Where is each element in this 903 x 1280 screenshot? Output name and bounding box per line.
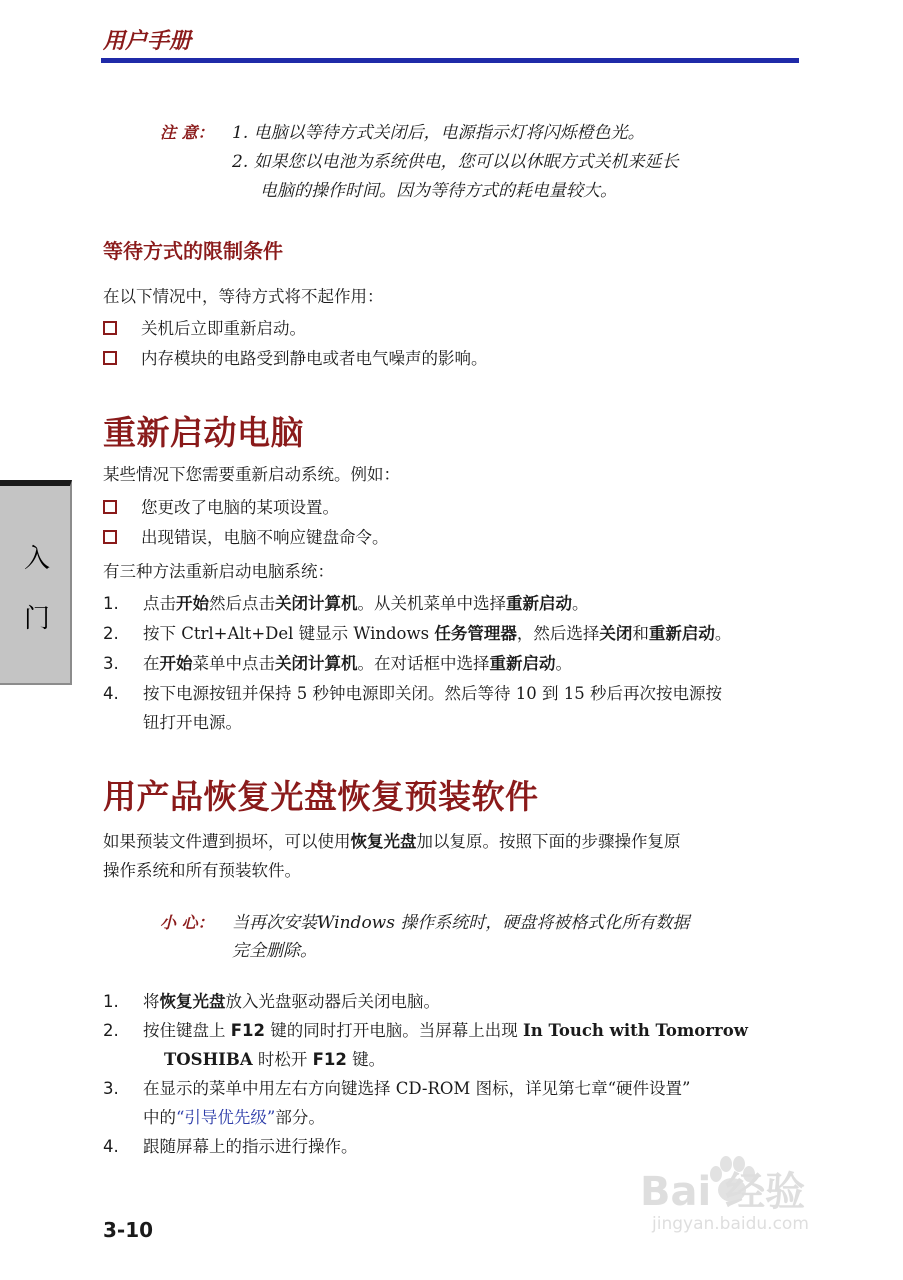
checkbox-bullet-icon bbox=[103, 530, 117, 544]
side-tab-char: 门 bbox=[24, 604, 51, 634]
list-item: 内存模块的电路受到静电或者电气噪声的影响。 bbox=[103, 345, 488, 369]
watermark-url: jingyan.baidu.com bbox=[652, 1214, 809, 1234]
side-tab-char: 入 bbox=[24, 544, 51, 574]
baidu-watermark bbox=[640, 1150, 860, 1245]
boot-priority-link[interactable]: “引导优先级” bbox=[176, 1108, 276, 1127]
note-block bbox=[160, 118, 780, 208]
checkbox-bullet-icon bbox=[103, 500, 117, 514]
recovery-heading: 用产品恢复光盘恢复预装软件 bbox=[103, 777, 539, 816]
recovery-intro: 如果预装文件遭到损坏，可以使用恢复光盘加以复原。按照下面的步骤操作复原 bbox=[103, 832, 681, 851]
page-number: 3-10 bbox=[103, 1218, 154, 1242]
caution-line: 完全删除。 bbox=[232, 941, 317, 961]
list-item: 您更改了电脑的某项设置。 bbox=[103, 494, 339, 518]
recovery-step: 2. 按住键盘上 F12 键的同时打开电脑。当屏幕上出现 In Touch with Tomorrow bbox=[103, 1021, 748, 1040]
watermark-brand: Bai 经验 bbox=[640, 1169, 806, 1215]
header-rule bbox=[101, 58, 799, 63]
restart-step: 4. 按下电源按钮并保持 5 秒钟电源即关闭。然后等待 10 到 15 秒后再次按电源按 bbox=[103, 684, 722, 703]
recovery-step: 1. 将恢复光盘放入光盘驱动器后关闭电脑。 bbox=[103, 992, 440, 1011]
standby-limits-heading: 等待方式的限制条件 bbox=[103, 239, 283, 263]
checkbox-bullet-icon bbox=[103, 321, 117, 335]
restart-step-continuation: 钮打开电源。 bbox=[143, 713, 242, 732]
standby-limits-intro: 在以下情况中，等待方式将不起作用： bbox=[103, 287, 384, 306]
recovery-step-continuation: 中的“引导优先级”部分。 bbox=[143, 1108, 325, 1127]
note-line: 2. 如果您以电池为系统供电，您可以以休眠方式关机来延长 bbox=[232, 152, 679, 172]
recovery-step: 4. 跟随屏幕上的指示进行操作。 bbox=[103, 1137, 358, 1156]
restart-step: 2. 按下 Ctrl+Alt+Del 键显示 Windows 任务管理器，然后选择关闭和重新启动。 bbox=[103, 624, 732, 643]
header-title: 用户手册 bbox=[103, 29, 192, 54]
restart-step: 3. 在开始菜单中点击关闭计算机。在对话框中选择重新启动。 bbox=[103, 654, 572, 673]
caution-label: 小 心： bbox=[160, 913, 214, 932]
checkbox-bullet-icon bbox=[103, 351, 117, 365]
note-line: 1. 电脑以等待方式关闭后，电源指示灯将闪烁橙色光。 bbox=[232, 123, 645, 143]
note-label: 注 意： bbox=[160, 123, 214, 142]
list-item: 关机后立即重新启动。 bbox=[103, 315, 306, 339]
caution-line: 当再次安装Windows 操作系统时，硬盘将被格式化所有数据 bbox=[232, 913, 690, 933]
restart-step: 1. 点击开始然后点击关闭计算机。从关机菜单中选择重新启动。 bbox=[103, 594, 589, 613]
list-item: 出现错误，电脑不响应键盘命令。 bbox=[103, 524, 389, 548]
restart-intro: 某些情况下您需要重新启动系统。例如： bbox=[103, 465, 400, 484]
chapter-side-tab bbox=[0, 480, 72, 685]
note-line: 电脑的操作时间。因为等待方式的耗电量较大。 bbox=[260, 181, 617, 201]
restart-methods-intro: 有三种方法重新启动电脑系统： bbox=[103, 562, 334, 581]
recovery-intro-line2: 操作系统和所有预装软件。 bbox=[103, 861, 301, 880]
restart-heading: 重新启动电脑 bbox=[103, 413, 304, 452]
recovery-step: 3. 在显示的菜单中用左右方向键选择 CD-ROM 图标，详见第七章“硬件设置” bbox=[103, 1079, 691, 1098]
caution-block bbox=[160, 908, 780, 968]
recovery-step-continuation: TOSHIBA 时松开 F12 键。 bbox=[164, 1050, 386, 1069]
